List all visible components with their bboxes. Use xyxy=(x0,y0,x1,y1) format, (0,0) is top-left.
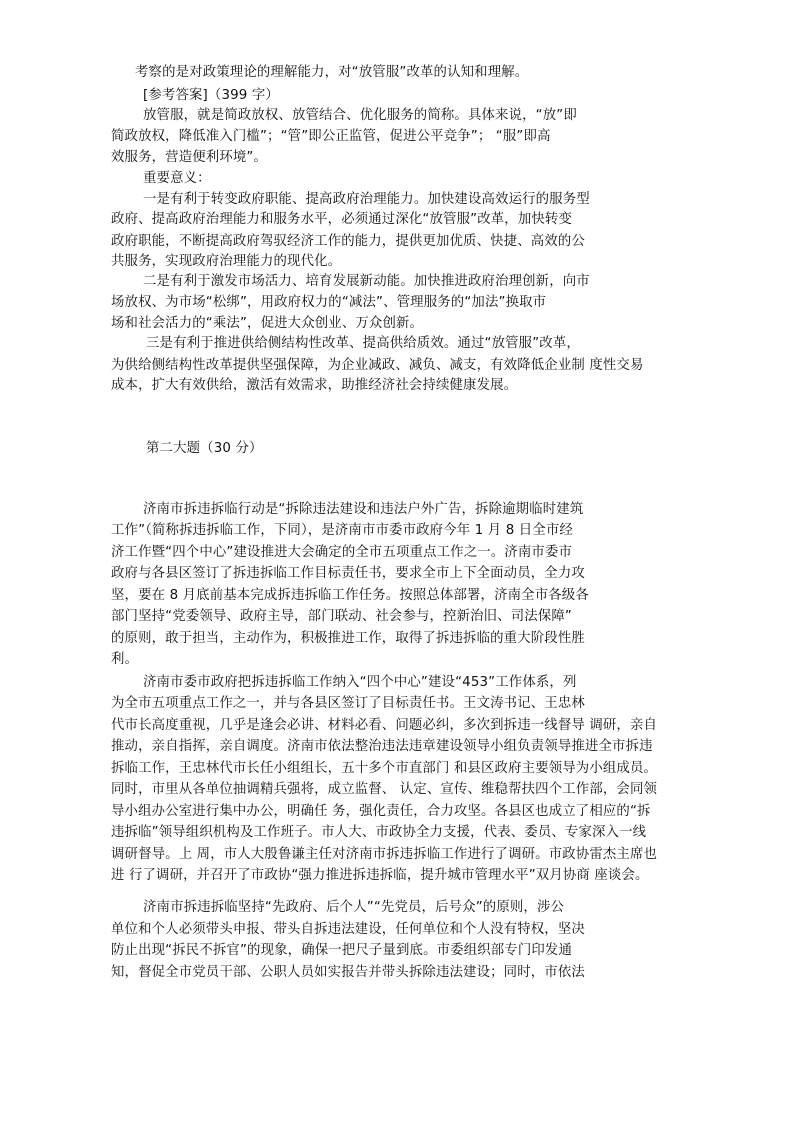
text-line: 单位和个人必须带头申报、带头自拆违法建设，任何单位和个人没有特权，坚决 xyxy=(111,922,585,937)
text-line: 简政放权，降低准入门槛”；“管”即公正监管，促进公平竞争”； “服”即高 xyxy=(111,129,551,144)
text-line: 违拆临”领导组织机构及工作班子。市人大、市政协全力支援，代表、委员、专家深入一线 xyxy=(111,825,647,840)
text-line: 三是有利于推进供给侧结构性改革、提高供给质效。通过“放管服”改革， xyxy=(146,336,580,351)
text-line: 成本，扩大有效供给，激活有效需求，助推经济社会持续健康发展。 xyxy=(111,378,518,393)
text-line: 同时，市里从各单位抽调精兵强将，成立监督、 认定、宣传、维稳帮扶四个工作部，会同领 xyxy=(111,782,658,797)
text-line: 工作”（简称拆违拆临工作，下同），是济南市市委市政府今年 1 月 8 日全市经 xyxy=(111,523,573,538)
text-line: 场和社会活力的“乘法”，促进大众创业、万众创新。 xyxy=(111,316,424,331)
text-line: 一是有利于转变政府职能、提高政府治理能力。加快建设高效运行的服务型 xyxy=(143,192,590,207)
text-line: 政府职能，不断提高政府驾驭经济工作的能力，提供更加优质、快捷、高效的公 xyxy=(111,234,585,249)
text-line: 二是有利于激发市场活力、培育发展新动能。加快推进政府治理创新，向市 xyxy=(143,274,590,289)
text-line: 效服务，营造便利环境”。 xyxy=(111,150,268,165)
text-line: 的原则，敢于担当，主动作为，积极推进工作，取得了拆违拆临的重大阶段性胜 xyxy=(111,631,585,646)
text-line: 考察的是对政策理论的理解能力，对“放管服”改革的认知和理解。 xyxy=(135,65,529,80)
text-line: 导小组办公室进行集中办公，明确任 务，强化责任，合力攻坚。各县区也成立了相应的“拆 xyxy=(111,804,651,819)
text-line: 利。 xyxy=(111,652,139,667)
text-line: 知，督促全市党员干部、公职人员如实报告并带头拆除违法建设；同时，市依法 xyxy=(111,965,585,980)
text-line: 代市长高度重视，几乎是逢会必讲、材料必看、问题必纠，多次到拆违一线督导 调研，亲自 xyxy=(111,718,658,733)
text-line: 政府、提高政府治理能力和服务水平，必须通过深化“放管服”改革，加快转变 xyxy=(111,212,573,227)
text-line: 推动，亲自指挥，亲自调度。济南市依法整治违法违章建设领导小组负责领导推进全市拆违 xyxy=(111,739,653,754)
text-line: 部门坚持“党委领导、政府主导，部门联动、社会参与，控新治旧、司法保障” xyxy=(111,609,573,624)
text-line: 济南市委市政府把拆违拆临工作纳入“四个中心”建设“453”工作体系，列 xyxy=(143,675,577,690)
text-line: 重要意义： xyxy=(143,171,211,186)
text-line: 坚，要在 8 月底前基本完成拆违拆临工作任务。按照总体部署，济南全市各级各 xyxy=(111,588,589,603)
text-line: 防止出现“拆民不拆官”的现象，确保一把尺子量到底。市委组织部专门印发通 xyxy=(111,943,573,958)
text-line: 政府与各县区签订了拆违拆临工作目标责任书，要求全市上下全面动员，全力攻 xyxy=(111,566,585,581)
text-line: 调研督导。上 周，市人大殷鲁谦主任对济南市拆违拆临工作进行了调研。市政协雷杰主席也 xyxy=(111,847,658,862)
text-line: 济工作暨“四个中心”建设推进大会确定的全市五项重点工作之一。济南市委市 xyxy=(111,545,573,560)
text-line: 济南市拆违拆临坚持“先政府、后个人”“先党员，后号众”的原则，涉公 xyxy=(143,900,565,915)
text-line: 为供给侧结构性改革提供坚强保障，为企业减政、减负、减支，有效降低企业制 度性交易 xyxy=(111,358,644,373)
text-line: 进 行了调研，并召开了市政协“强力推进拆违拆临，提升城市管理水平”双月协商 座谈会。 xyxy=(111,868,649,883)
text-line: 为全市五项重点工作之一，并与各县区签订了目标责任书。王文涛书记、王忠林 xyxy=(111,696,585,711)
text-line: 济南市拆违拆临行动是“拆除违法建设和违法户外广告，拆除逾期临时建筑 xyxy=(143,502,584,517)
section-title: 第二大题（30 分） xyxy=(146,441,263,456)
text-line: 场放权、为市场“松绑”，用政府权力的“减法”、管理服务的“加法”换取市 xyxy=(111,295,547,310)
text-line: 放管服，就是简政放权、放管结合、优化服务的简称。具体来说，“放”即 xyxy=(143,108,577,123)
text-line: 共服务，实现政府治理能力的现代化。 xyxy=(111,254,342,269)
text-line: 拆临工作，王忠林代市长任小组组长，五十多个市直部门 和县区政府主要领导为小组成员。 xyxy=(111,761,658,776)
answer-heading: [参考答案]（399 字） xyxy=(143,88,279,103)
